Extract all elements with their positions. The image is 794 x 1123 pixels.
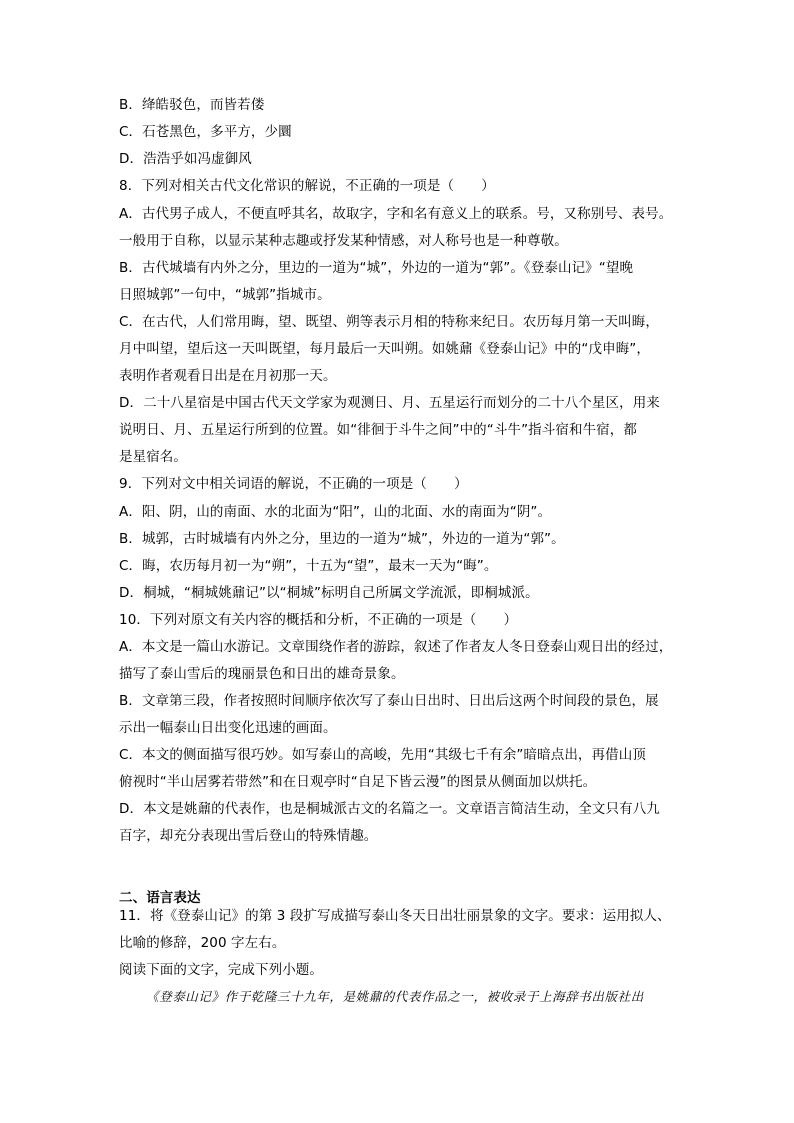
q10-option-d-line2: 百字，却充分表现出雪后登山的特殊情趣。: [119, 828, 378, 844]
q10-option-a-line1: A．本文是一篇山水游记。文章围绕作者的游踪，叙述了作者友人冬日登泰山观日出的经过，: [119, 639, 673, 655]
q9-option-b: B．城郭，古时城墙有内外之分，里边的一道为“城”，外边的一道为“郭”。: [119, 531, 565, 547]
q10-option-d-line1: D．本文是姚鼐的代表作，也是桐城派古文的名篇之一。文章语言简洁生动，全文只有八九: [119, 801, 660, 817]
q8-option-c-line3: 表明作者观看日出是在月初那一天。: [119, 368, 337, 384]
section-heading-language-expression: 二、语言表达: [119, 890, 201, 906]
q7-option-c: C．石苍黑色，多平方，少圜: [119, 124, 292, 140]
q10-option-b-line1: B．文章第三段，作者按照时间顺序依次写了泰山日出时、日出后这两个时间段的景色，展: [119, 693, 659, 709]
q7-option-d: D．浩浩乎如冯虚御风: [119, 151, 252, 167]
q10-option-c-line2: 俯视时“半山居雾若带然”和在日观亭时“自足下皆云漫”的图景从侧面加以烘托。: [119, 774, 597, 790]
q8-option-a-line1: A．古代男子成人，不便直呼其名，故取字，字和名有意义上的联系。号，又称别号、表号。: [119, 206, 673, 222]
q8-option-b-line2: 日照城郭”一句中，“城郭”指城市。: [119, 287, 331, 303]
q8-option-c-line2: 月中叫望，望后这一天叫既望，每月最后一天叫朔。如姚鼐《登泰山记》中的“戊申晦”，: [119, 341, 650, 357]
q9-option-d: D．桐城，“桐城姚鼐记”以“桐城”标明自己所属文学流派，即桐城派。: [119, 585, 539, 601]
q11-line1: 11．将《登泰山记》的第 3 段扩写成描写泰山冬天日出壮丽景象的文字。要求：运用拟人、: [119, 908, 671, 924]
passage-line1: 《登泰山记》作于乾隆三十九年，是姚鼐的代表作品之一，被收录于上海辞书出版社出: [146, 989, 644, 1004]
q11-line2: 比喻的修辞，200 字左右。: [119, 935, 286, 951]
q10-option-c-line1: C．本文的侧面描写很巧妙。如写泰山的高峻，先用“其级七千有余”暗暗点出，再借山顶: [119, 747, 646, 763]
q10-stem: 10．下列对原文有关内容的概括和分析，不正确的一项是（ ）: [119, 612, 518, 628]
q8-option-d-line1: D．二十八星宿是中国古代天文学家为观测日、月、五星运行而划分的二十八个星区，用来: [119, 395, 660, 411]
q8-option-d-line3: 是星宿名。: [119, 449, 187, 465]
q10-option-b-line2: 示出一幅泰山日出变化迅速的画面。: [119, 720, 337, 736]
q8-option-d-line2: 说明日、月、五星运行所到的位置。如“徘徊于斗牛之间”中的“斗牛”指斗宿和牛宿，都: [119, 422, 637, 438]
q9-option-a: A．阳、阴，山的南面、水的北面为“阳”，山的北面、水的南面为“阴”。: [119, 504, 552, 520]
q9-option-c: C．晦，农历每月初一为“朔”，十五为“望”，最末一天为“晦”。: [119, 558, 498, 574]
q9-stem: 9．下列对文中相关词语的解说，不正确的一项是（ ）: [119, 476, 468, 492]
q10-option-a-line2: 描写了泰山雪后的瑰丽景色和日出的雄奇景象。: [119, 666, 405, 682]
q7-option-b: B．绛皓驳色，而皆若偻: [119, 97, 265, 113]
q8-option-a-line2: 一般用于自称，以显示某种志趣或抒发某种情感，对人称号也是一种尊敬。: [119, 233, 568, 249]
q8-stem: 8．下列对相关古代文化常识的解说，不正确的一项是（ ）: [119, 178, 495, 194]
q8-option-b-line1: B．古代城墙有内外之分，里边的一道为“城”，外边的一道为“郭”。《登泰山记》“望晚: [119, 260, 634, 276]
reading-instruction: 阅读下面的文字，完成下列小题。: [119, 962, 323, 978]
q8-option-c-line1: C．在古代，人们常用晦，望、既望、朔等表示月相的特称来纪日。农历每月第一天叫晦，: [119, 314, 659, 330]
